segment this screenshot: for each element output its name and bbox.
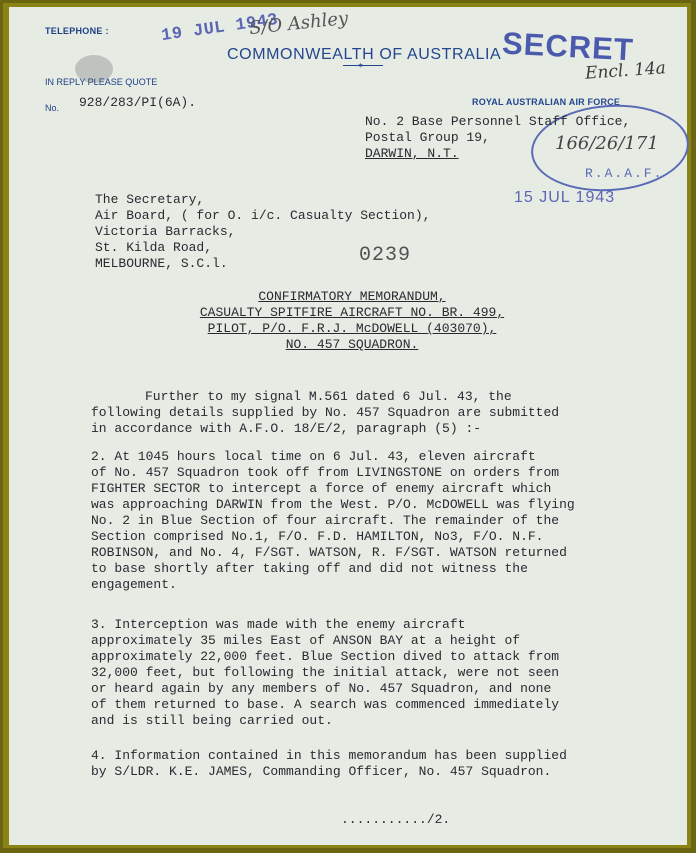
heading-line: CONFIRMATORY MEMORANDUM, (258, 289, 446, 304)
sender-line: No. 2 Base Personnel Staff Office, (365, 114, 631, 129)
page-continuation: .........../2. (341, 812, 451, 827)
paragraph-line: 4. Information contained in this memorandum has been supplied (91, 748, 567, 763)
memorandum-page (9, 7, 687, 845)
sender-line: DARWIN, N.T. (365, 146, 459, 161)
recipient-line: MELBOURNE, S.C.l. (95, 256, 228, 271)
paragraph-line: in accordance with A.F.O. 18/E/2, paragraph (5) :- (91, 421, 482, 436)
sender-line: Postal Group 19, (365, 130, 490, 145)
paragraph-line: Section comprised No.1, F/O. F.D. HAMILTON, No3, F/O. N.F. (91, 529, 544, 544)
heading-line: PILOT, P/O. F.R.J. McDOWELL (403070), (207, 321, 497, 336)
paragraph-line: engagement. (91, 577, 177, 592)
paragraph-line: FIGHTER SECTOR to intercept a force of enemy aircraft which (91, 481, 552, 496)
secret-stamp: SECRET (501, 25, 635, 68)
paragraph-line: ROBINSON, and No. 4, F/SGT. WATSON, R. F/SGT. WATSON returned (91, 545, 567, 560)
paragraph-line: approximately 22,000 feet. Blue Section dived to attack from (91, 649, 560, 664)
org-name: ROYAL AUSTRALIAN AIR FORCE (472, 97, 621, 107)
date-stamp-top: 19 JUL 1943 (160, 10, 280, 47)
recipient-line: St. Kilda Road, (95, 240, 213, 255)
paragraph-line: 3. Interception was made with the enemy aircraft (91, 617, 466, 632)
paragraph-line: and is still being carried out. (91, 713, 333, 728)
sender-address (365, 114, 630, 162)
paragraph-line: 2. At 1045 hours local time on 6 Jul. 43, eleven aircraft (91, 449, 536, 464)
heading-line: CASUALTY SPITFIRE AIRCRAFT NO. BR. 499, (199, 305, 505, 320)
paragraph-line: following details supplied by No. 457 Squadron are submitted (91, 405, 560, 420)
paragraph-line: to base shortly after taking off and did not witness the (91, 561, 528, 576)
recipient-line: The Secretary, (95, 192, 205, 207)
enclosure-note: Encl. 14a (584, 58, 667, 84)
paragraph-line: by S/LDR. K.E. JAMES, Commanding Officer, No. 457 Squadron. (91, 764, 552, 779)
memo-heading (179, 289, 525, 353)
star-icon: ✶ (358, 61, 364, 71)
no-label: No. (45, 103, 60, 113)
paragraph-line: or heard again by any members of No. 457 Squadron, and none (91, 681, 552, 696)
recipient-line: Victoria Barracks, (95, 224, 236, 239)
paragraph-3 (91, 617, 651, 729)
telephone-label: TELEPHONE : (45, 26, 109, 36)
paragraph-line: of No. 457 Squadron took off from LIVINGSTONE on orders from (91, 465, 560, 480)
paragraph-line: was approaching DARWIN from the West. P/O. McDOWELL was flying (91, 497, 575, 512)
recipient-line: Air Board, ( for O. i/c. Casualty Section), (95, 208, 431, 223)
paragraph-line: No. 2 in Blue Section of four aircraft. The remainder of the (91, 513, 560, 528)
reply-label: IN REPLY PLEASE QUOTE (45, 77, 158, 87)
paragraph-4 (91, 748, 651, 780)
paragraph-2 (91, 449, 651, 593)
file-number: 928/283/PI(6A). (79, 95, 197, 110)
paragraph-line: Further to my signal M.561 dated 6 Jul. 43, the (145, 389, 512, 404)
paragraph-line: approximately 35 miles East of ANSON BAY at a height of (91, 633, 521, 648)
paragraph-line: 32,000 feet, but following the initial attack, were not seen (91, 665, 560, 680)
file-stamp-org: R.A.A.F. (585, 166, 664, 181)
handwritten-note: S/O Ashley (248, 7, 350, 40)
paragraph-1 (91, 389, 651, 437)
number-stamp: 0239 (359, 244, 412, 267)
received-date-stamp: 15 JUL 1943 (514, 189, 616, 206)
paragraph-line: of them returned to base. A search was commenced immediately (91, 697, 560, 712)
file-stamp-number: 166/26/171 (555, 133, 659, 154)
letterhead-title: COMMONWEALTH OF AUSTRALIA (227, 46, 502, 63)
heading-line: NO. 457 SQUADRON. (285, 337, 419, 352)
